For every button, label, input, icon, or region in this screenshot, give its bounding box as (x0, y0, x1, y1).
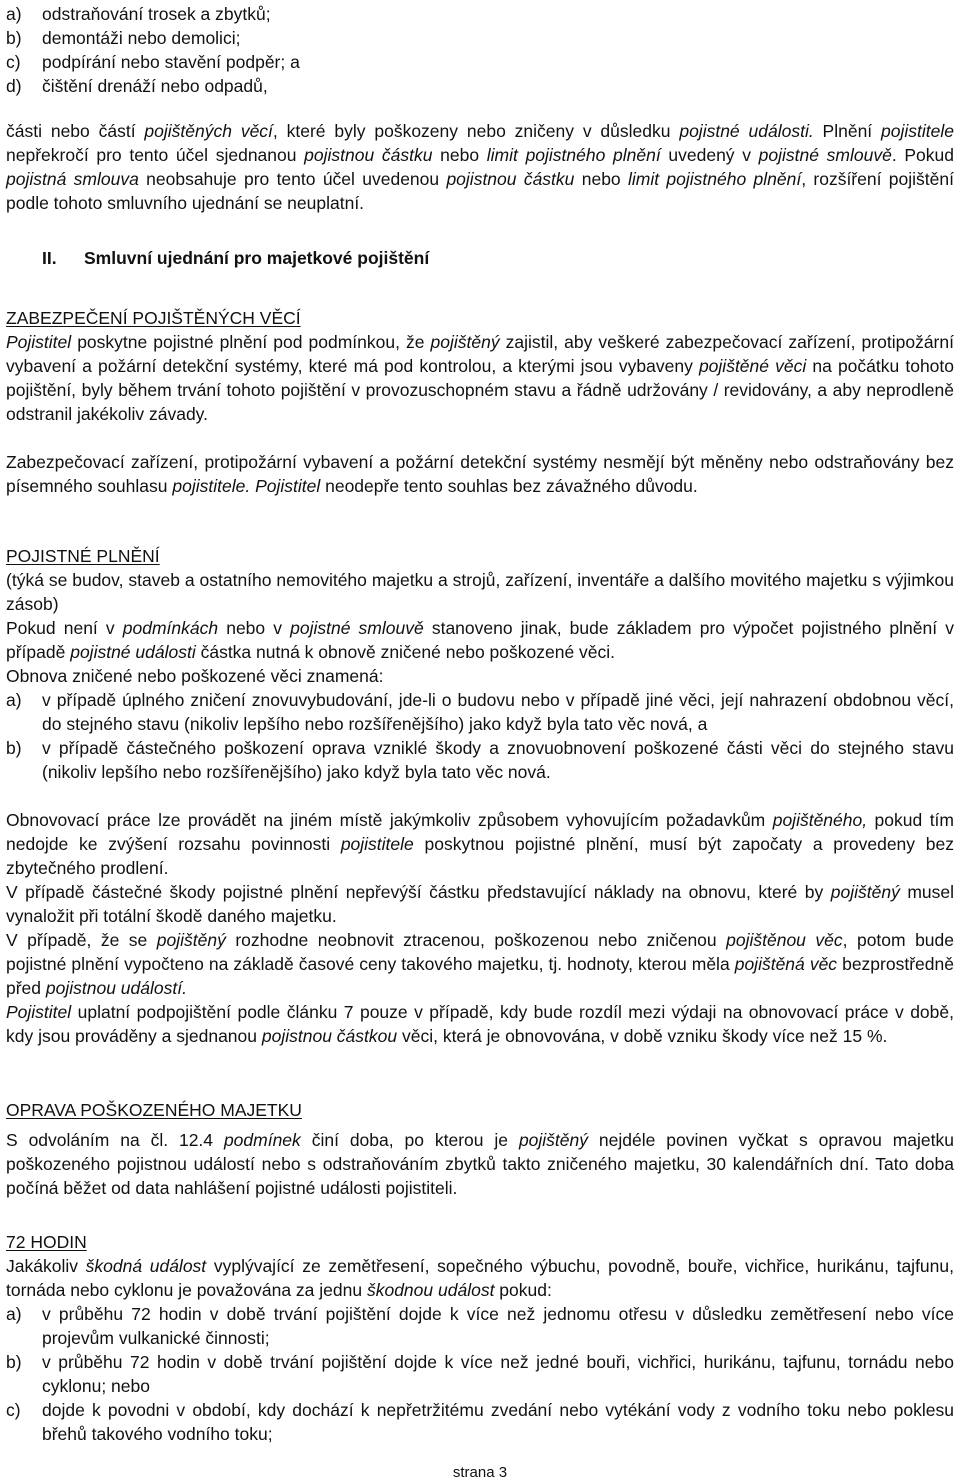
italic-term: Pojistitel (6, 1002, 72, 1022)
italic-term: pojistná smlouva (6, 169, 139, 190)
plneni-scope: (týká se budov, staveb a ostatního nemovitého majetku a strojů, zařízení, inventáře a dalšího movitého majetku s výjimkou zásob) (6, 570, 954, 615)
italic-term: pojištěného, (772, 810, 868, 830)
text-run: Jakákoliv (6, 1256, 86, 1276)
plneni-abandon (6, 928, 954, 1000)
text-run: Obnovovací práce lze provádět na jiném místě jakýmkoliv způsobem vyhovujícím požadavkům (6, 810, 773, 830)
heading-72-hodin: 72 HODIN (6, 1232, 87, 1252)
text-run: , potom bude pojistné plnění vypočteno na základě časové ceny takového majetku, tj. hodnoty, kterou měla (6, 930, 955, 975)
text-run: vyplývající ze zemětřesení, sopečného výbuchu, povodně, bouře, vichřice, hurikánu, tajfunu, tornáda nebo cyklonu je považována za jednu (6, 1256, 954, 1301)
italic-term: Pojistitel (255, 476, 321, 497)
top-list (6, 2, 954, 98)
text-run: nejdéle povinen vyčkat s opravou majetku poškozeného pojistnou událostí nebo s odstraňováním zbytků takto zničeného majetku, 30 kalendářních dní. Tato doba počíná běžet od data nahlášení pojistné události pojistiteli. (6, 1130, 955, 1199)
heading-pojistne-plneni: POJISTNÉ PLNĚNÍ (6, 546, 160, 566)
text-run: uplatní podpojištění podle článku 7 pouze v případě, kdy bude rozdíl mezi výdaji na obnovovací práce v době, kdy jsou prováděny a sjednanou (6, 1002, 954, 1047)
italic-term: pojištěné věci (698, 356, 807, 377)
italic-term: pojistné události. (679, 121, 814, 141)
text-run: činí doba, po kterou je (300, 1130, 519, 1150)
italic-term: pojistné smlouvě (290, 618, 424, 638)
text-run: Pokud není v (6, 618, 123, 638)
text-run: poskytne pojistné plnění pod podmínkou, že (71, 332, 431, 352)
italic-term: pojištěný (830, 882, 900, 902)
list-item: a) v průběhu 72 hodin v době trvání pojištění dojde k více než jednomu otřesu v důsledku zemětřesení nebo více projevům vulkanické činnosti; (6, 1304, 954, 1349)
italic-term: škodnou událost (366, 1280, 495, 1301)
text-run: , které byly poškozeny nebo zničeny v důsledku (272, 121, 680, 141)
italic-term: pojistnou částku (446, 169, 575, 190)
text-run: neobsahuje pro tento účel uvedenou (138, 169, 447, 190)
text-run: nepřekročí pro tento účel sjednanou (6, 145, 305, 166)
list-item: d) čištění drenáží nebo odpadů, (6, 76, 268, 97)
oprava-paragraph (6, 1128, 954, 1200)
list-item: b) demontáži nebo demolici; (6, 28, 241, 49)
plneni-basis (6, 616, 954, 664)
italic-term: limit pojistného plnění (627, 169, 802, 190)
text-run: neodepře tento souhlas bez závažného důvodu. (320, 476, 698, 497)
text-run: Zabezpečovací zařízení, protipožární vybavení a požární detekční systémy nesmějí být měněny nebo odstraňovány bez písemného souhlasu (6, 452, 954, 497)
section-number: II. (42, 248, 57, 268)
hodin-paragraph (6, 1254, 954, 1302)
plneni-list (6, 688, 954, 784)
list-item: a) v případě úplného zničení znovuvybudování, jde-li o budovu nebo v případě jiné věci, její nahrazení obdobnou věcí, do stejného stavu (nikoliv lepšího nebo rozšířenějšího) jako když byla tato věc nová, a (6, 690, 954, 735)
text-run: nebo (432, 145, 487, 166)
heading-oprava: OPRAVA POŠKOZENÉHO MAJETKU (6, 1100, 302, 1120)
text-run: nebo (574, 169, 628, 190)
zabezpeceni-paragraph-1 (6, 330, 954, 426)
italic-term: pojistné smlouvě (758, 145, 892, 166)
list-item: c) podpírání nebo stavění podpěr; a (6, 52, 300, 73)
italic-term: podmínkách (122, 618, 219, 638)
text-run: pokud: (494, 1280, 552, 1301)
italic-term: podmínek (223, 1130, 301, 1150)
plneni-renewal (6, 808, 954, 880)
italic-term: pojištěná věc (734, 954, 838, 975)
hodin-list (6, 1302, 954, 1447)
text-run: v průběhu 72 hodin v době trvání pojištění dojde k více než jednomu otřesu v důsledku zemětřesení nebo více projevům vulkanické činnosti; (42, 1304, 954, 1349)
text-run: S odvoláním na čl. 12.4 (6, 1130, 224, 1150)
text-run: zajistil, aby veškeré zabezpečovací zařízení, protipožární vybavení a požární detekční systémy, které má pod kontrolou, a kterými jsou vybaveny (6, 332, 954, 377)
text-run: části nebo částí (6, 121, 145, 141)
text-run: . Pokud (891, 145, 955, 166)
intro-paragraph (6, 119, 954, 215)
page-number: strana 3 (452, 1464, 508, 1481)
italic-term: pojištěnou věc (726, 930, 843, 950)
italic-term: pojistnou částkou (261, 1026, 398, 1047)
heading-zabezpeceni: ZABEZPEČENÍ POJIŠTĚNÝCH VĚCÍ (6, 308, 301, 328)
italic-term: limit pojistného plnění (486, 145, 661, 166)
italic-term: pojištěných věcí (144, 121, 273, 141)
text-run: částka nutná k obnově zničené nebo poškozené věci. (195, 642, 616, 663)
text-run: na počátku tohoto pojištění, byly během trvání tohoto pojištění v provozuschopném stavu a řádně udržovány / revidovány, a aby neprodleně odstranil jakékoliv závady. (6, 356, 955, 425)
list-item: b) v průběhu 72 hodin v době trvání pojištění dojde k více než jedné bouři, vichřici, hurikánu, tajfunu, tornádu nebo cyklonu; nebo (6, 1352, 954, 1397)
list-item: c) dojde k povodni v období, kdy dochází k nepřetržitému zvedání nebo vytékání vody z vodního toku nebo poklesu břehů takového vodního toku; (6, 1400, 954, 1445)
zabezpeceni-paragraph-2 (6, 450, 954, 498)
text-run: Plnění (813, 121, 882, 141)
plneni-article7 (6, 1000, 954, 1048)
section-title: Smluvní ujednání pro majetkové pojištění (84, 248, 430, 268)
text-run: V případě, že se (6, 930, 157, 950)
plneni-partial (6, 880, 954, 928)
italic-term: pojistitele. (172, 476, 251, 497)
text-run: věci, která je obnovována, v době vzniku škody více než 15 %. (397, 1026, 888, 1047)
text-run: bezprostředně před (6, 954, 954, 999)
italic-term: pojistnou částku (304, 145, 433, 166)
italic-term: škodná událost (85, 1256, 207, 1276)
italic-term: pojištěný (430, 332, 500, 352)
italic-term: pojistnou událostí. (45, 978, 187, 999)
italic-term: pojištěný (518, 1130, 589, 1150)
text-run: V případě částečné škody pojistné plnění nepřevýší částku představující náklady na obnovu, které by (6, 882, 831, 902)
list-item: a) odstraňování trosek a zbytků; (6, 4, 271, 24)
italic-term: pojistitele (340, 834, 414, 855)
section-heading (6, 246, 954, 270)
italic-term: pojistné události (70, 642, 196, 663)
list-item: b) v případě částečného poškození oprava vzniklé škody a znovuobnovení poškozené části věci do stejného stavu (nikoliv lepšího nebo rozšířenějšího) jako když byla tato věc nová. (6, 738, 954, 783)
italic-term: pojištěný (156, 930, 226, 950)
text-run: v průběhu 72 hodin v době trvání pojištění dojde k více než jedné bouři, vichřici, hurikánu, tajfunu, tornádu nebo cyklonu; nebo (42, 1352, 954, 1397)
italic-term: Pojistitel (6, 332, 72, 352)
text-run: stanoveno jinak, bude základem pro výpočet pojistného plnění v případě (6, 618, 954, 663)
text-run: v případě částečného poškození oprava vzniklé škody a znovuobnovení poškozené části věci do stejného stavu (nikoliv lepšího nebo rozšířenějšího) jako když byla tato věc nová. (42, 738, 954, 783)
italic-term: pojistitele (881, 121, 954, 141)
text-run: , rozšíření pojištění podle tohoto smluvního ujednání se neuplatní. (6, 169, 954, 214)
text-run: v případě úplného zničení znovuvybudování, jde-li o budovu nebo v případě jiné věci, její nahrazení obdobnou věcí, do stejného stavu (nikoliv lepšího nebo rozšířenějšího) jako když byla tato věc nová, a (42, 690, 954, 735)
plneni-meaning: Obnova zničené nebo poškozené věci znamená: (6, 666, 384, 686)
text-run: uvedený v (660, 145, 759, 166)
text-run: rozhodne neobnovit ztracenou, poškozenou nebo zničenou (225, 930, 727, 950)
text-run: pokud tím nedojde ke zvýšení rozsahu povinnosti (6, 810, 954, 855)
text-run: dojde k povodni v období, kdy dochází k nepřetržitému zvedání nebo vytékání vody z vodního toku nebo poklesu břehů takového vodního toku; (42, 1400, 954, 1445)
text-run: poskytnou pojistné plnění, musí být započaty a provedeny bez zbytečného prodlení. (6, 834, 954, 879)
text-run: nebo v (218, 618, 291, 638)
text-run: musel vynaložit při totální škodě daného majetku. (6, 882, 954, 927)
